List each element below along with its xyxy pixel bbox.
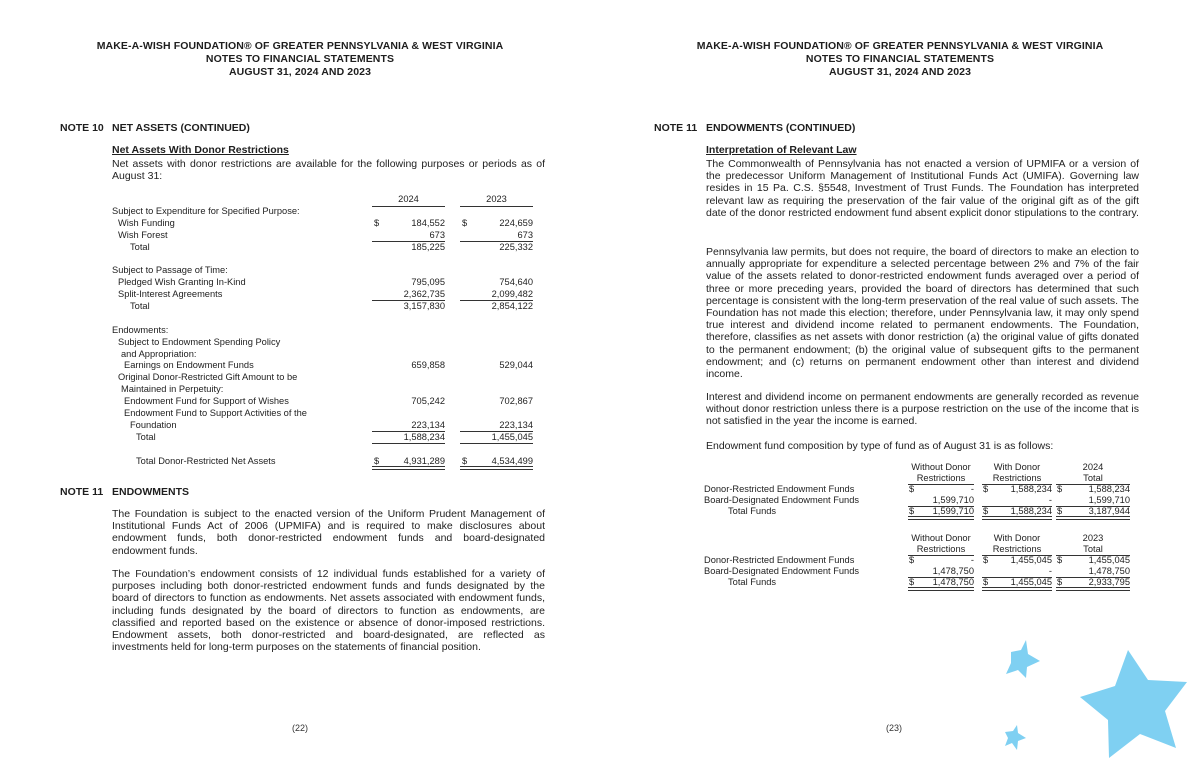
value-2023: 2,854,122 (491, 301, 533, 312)
table-row (112, 384, 542, 396)
value-2023: 702,867 (499, 396, 533, 407)
table-row (112, 349, 542, 361)
value-cell: 1,588,234 (1010, 484, 1052, 494)
value-cell: - (1048, 495, 1052, 505)
decorative-stars (960, 630, 1200, 776)
table-spacer (112, 444, 542, 456)
table-row (112, 372, 542, 384)
row-label: Subject to Endowment Spending Policy (118, 336, 281, 347)
row-label: Earnings on Endowment Funds (124, 360, 254, 371)
row-label: Total Funds (728, 577, 777, 587)
page-header (600, 40, 1200, 79)
row-label: Wish Funding (118, 217, 175, 228)
dollar-sign: $ (462, 217, 468, 228)
value-2024: 2,362,735 (403, 289, 445, 300)
col-header-year: 2023 (1082, 533, 1104, 543)
dollar-sign: $ (1057, 555, 1063, 565)
value-2023: 754,640 (499, 277, 533, 288)
page-header (0, 40, 600, 79)
value-cell: 1,478,750 (1088, 566, 1130, 576)
table-row (704, 555, 1144, 566)
net-assets-table (112, 194, 542, 467)
row-label: Endowment Fund for Support of Wishes (124, 396, 289, 407)
org-title: MAKE-A-WISH FOUNDATION® OF GREATER PENNSYLVANIA & WEST VIRGINIA (696, 40, 1104, 52)
dollar-sign: $ (909, 577, 915, 587)
row-label: Total (130, 241, 150, 252)
value-2024: 184,552 (411, 217, 445, 228)
note-title: ENDOWMENTS (112, 486, 189, 498)
value-2023: 224,659 (499, 217, 533, 228)
value-2024: 185,225 (411, 241, 445, 252)
dollar-sign: $ (909, 555, 915, 565)
table-row (112, 432, 542, 444)
row-label: Pledged Wish Granting In-Kind (118, 277, 246, 288)
col-header-2023: 2023 (486, 194, 507, 204)
value-2024: 3,157,830 (403, 301, 445, 312)
value-cell: 1,478,750 (932, 577, 974, 587)
row-label: Foundation (130, 419, 177, 430)
table-spacer (112, 313, 542, 325)
row-label: Maintained in Perpetuity: (121, 384, 224, 395)
star-medium-icon (1006, 640, 1040, 678)
row-label: Donor-Restricted Endowment Funds (704, 484, 855, 494)
note-11-heading (60, 486, 189, 498)
table-row (112, 337, 542, 349)
table-row (704, 484, 1144, 495)
value-cell: 1,599,710 (1088, 495, 1130, 505)
table-row (112, 325, 542, 337)
table-row (704, 577, 1144, 588)
value-2024: 4,931,289 (403, 455, 445, 466)
star-small-icon (1005, 725, 1026, 750)
section-subheading: Interpretation of Relevant Law (706, 144, 857, 156)
value-2024: 795,095 (411, 277, 445, 288)
dollar-sign: $ (983, 555, 989, 565)
row-label: Endowments: (112, 324, 169, 335)
table-row (112, 242, 542, 254)
row-label: Subject to Passage of Time: (112, 265, 228, 276)
interest-income-paragraph: Interest and dividend income on permanent endowments are generally recorded as revenue without donor restriction unless there is a purpose restriction on the use of the income that is not satisfied in the year the income is earned. (706, 391, 1139, 428)
col-header-without-donor: Without Donor (911, 533, 971, 543)
note-number: NOTE 11 (60, 486, 104, 498)
table-row (112, 206, 542, 218)
row-label: Total Donor-Restricted Net Assets (136, 455, 276, 466)
value-2023: 4,534,499 (491, 455, 533, 466)
value-2024: 1,588,234 (403, 431, 445, 442)
value-2023: 225,332 (499, 241, 533, 252)
table-row (112, 360, 542, 372)
note-number: NOTE 10 (60, 122, 104, 134)
intro-paragraph: Net assets with donor restrictions are available for the following purposes or periods as of August 31: (112, 158, 545, 183)
page-number: (22) (292, 723, 309, 733)
note-number: NOTE 11 (654, 122, 698, 134)
table-row (112, 456, 542, 468)
col-header-with-donor: With Donor (993, 462, 1041, 472)
dollar-sign: $ (983, 484, 989, 494)
table-row (112, 396, 542, 408)
row-label: Original Donor-Restricted Gift Amount to be (118, 372, 298, 383)
value-2024: 705,242 (411, 396, 445, 407)
table-row (704, 495, 1144, 506)
table-row (112, 230, 542, 242)
table-row (112, 218, 542, 230)
dollar-sign: $ (983, 506, 989, 516)
table-header-row: Restrictions Restrictions Total (704, 473, 1144, 484)
dollar-sign: $ (462, 455, 468, 466)
value-cell: 3,187,944 (1088, 506, 1130, 516)
page-number: (23) (886, 723, 903, 733)
value-cell: 1,455,045 (1088, 555, 1130, 565)
table-header-row: Restrictions Restrictions Total (704, 544, 1144, 555)
row-label: Total Funds (728, 506, 777, 516)
col-header-year: 2024 (1082, 462, 1104, 472)
value-cell: 1,588,234 (1010, 506, 1052, 516)
note-11-continued-heading (654, 122, 855, 134)
doc-title: NOTES TO FINANCIAL STATEMENTS (805, 53, 995, 65)
table-header-row (704, 462, 1144, 473)
value-2024: 223,134 (411, 419, 445, 430)
row-label: and Appropriation: (121, 348, 197, 359)
value-cell: 1,478,750 (932, 566, 974, 576)
value-cell: 1,455,045 (1010, 555, 1052, 565)
value-2023: 1,455,045 (491, 431, 533, 442)
table-row (112, 289, 542, 301)
upmifa-paragraph: The Foundation is subject to the enacted version of the Uniform Prudent Management of Institutional Funds Act of 2006 (UPMIFA) and is required to make disclosures about endowment funds, both donor-restricted endowment funds and board-designated endowment funds. (112, 508, 545, 557)
value-2023: 673 (517, 229, 533, 240)
dollar-sign: $ (374, 455, 380, 466)
dollar-sign: $ (1057, 484, 1063, 494)
table-header-row (704, 533, 1144, 544)
table-row (704, 566, 1144, 577)
endowment-composition-paragraph: The Foundation’s endowment consists of 12 individual funds established for a variety of purposes including both donor-restricted endowment funds and funds designated by the board of directors to function as endowments. Net assets associated with endowment funds, including funds designated by the board of directors to function as endowments, are classified and reported based on the existence or absence of donor-imposed restrictions. Endowment assets, both donor-restricted and board-designated, are reflected as investments held for long-term purposes on the statements of financial position. (112, 568, 545, 654)
table-spacer (112, 253, 542, 265)
dollar-sign: $ (983, 577, 989, 587)
doc-title: NOTES TO FINANCIAL STATEMENTS (205, 53, 395, 65)
doc-date: AUGUST 31, 2024 AND 2023 (828, 66, 972, 78)
col-header-2024: 2024 (398, 194, 419, 204)
table-row (704, 506, 1144, 517)
value-cell: 1,455,045 (1010, 577, 1052, 587)
row-label: Subject to Expenditure for Specified Purpose: (112, 205, 300, 216)
value-cell: 1,588,234 (1088, 484, 1130, 494)
table-row (112, 277, 542, 289)
value-cell: - (1048, 566, 1052, 576)
value-2024: 673 (429, 229, 445, 240)
value-2024: 659,858 (411, 360, 445, 371)
value-cell: 1,599,710 (932, 495, 974, 505)
endowment-composition-table-2023 (704, 533, 1144, 588)
composition-intro: Endowment fund composition by type of fund as of August 31 is as follows: (706, 440, 1054, 452)
endowment-composition-table-2024 (704, 462, 1144, 517)
value-2023: 223,134 (499, 419, 533, 430)
row-label: Split-Interest Agreements (118, 289, 223, 300)
star-large-icon (1080, 650, 1187, 758)
table-row (112, 301, 542, 313)
table-row (112, 420, 542, 432)
col-header-without-donor: Without Donor (911, 462, 971, 472)
note-title: ENDOWMENTS (CONTINUED) (706, 122, 856, 134)
table-header-row (112, 194, 542, 206)
doc-date: AUGUST 31, 2024 AND 2023 (228, 66, 372, 78)
table-row (112, 408, 542, 420)
dollar-sign: $ (909, 506, 915, 516)
org-title: MAKE-A-WISH FOUNDATION® OF GREATER PENNSYLVANIA & WEST VIRGINIA (96, 40, 504, 52)
dollar-sign: $ (374, 217, 380, 228)
row-label: Wish Forest (118, 229, 168, 240)
value-2023: 529,044 (499, 360, 533, 371)
value-cell: - (970, 484, 974, 494)
dollar-sign: $ (1057, 577, 1063, 587)
col-header-with-donor: With Donor (993, 533, 1041, 543)
dollar-sign: $ (909, 484, 915, 494)
pennsylvania-law-paragraph: Pennsylvania law permits, but does not require, the board of directors to make an election to annually appropriate for expenditure a selected percentage between 2% and 7% of the fair value of the assets related to donor-restricted endowment funds averaged over a period of three or more preceding years, provided the board of directors has determined that such percentage is consistent with the long-term preservation of the real value of such assets. The Foundation has not made this election; therefore, under Pennsylvania law, it may only spend true interest and dividend income related to permanent endowments. The Foundation, therefore, classifies as net assets with donor restriction (a) the original value of gifts donated to the permanent endowment; (b) the original value of subsequent gifts to the permanent endowment; and (c) returns on permanent endowment other than interest and dividend income. (706, 246, 1139, 381)
note-title: NET ASSETS (CONTINUED) (112, 122, 250, 134)
value-cell: 1,599,710 (932, 506, 974, 516)
row-label: Total (130, 301, 150, 312)
row-label: Board-Designated Endowment Funds (704, 566, 860, 576)
law-paragraph: The Commonwealth of Pennsylvania has not enacted a version of UPMIFA or a version of the predecessor Uniform Management of Institutional Funds Act (UMIFA). Governing law resides in 15 Pa. C.S. §5548, Investment of Trust Funds. The Foundation has interpreted relevant law as requiring the preservation of the fair value of the original gift as of the gift date of the donor restricted endowment fund absent explicit donor stipulations to the contrary. (706, 158, 1139, 219)
table-row (112, 265, 542, 277)
dollar-sign: $ (1057, 506, 1063, 516)
row-label: Donor-Restricted Endowment Funds (704, 555, 855, 565)
row-label: Total (136, 431, 156, 442)
value-2023: 2,099,482 (491, 289, 533, 300)
value-cell: 2,933,795 (1088, 577, 1130, 587)
note-10-heading (60, 122, 250, 134)
value-cell: - (970, 555, 974, 565)
row-label: Endowment Fund to Support Activities of the (124, 408, 307, 419)
section-subheading: Net Assets With Donor Restrictions (112, 144, 289, 156)
row-label: Board-Designated Endowment Funds (704, 495, 860, 505)
